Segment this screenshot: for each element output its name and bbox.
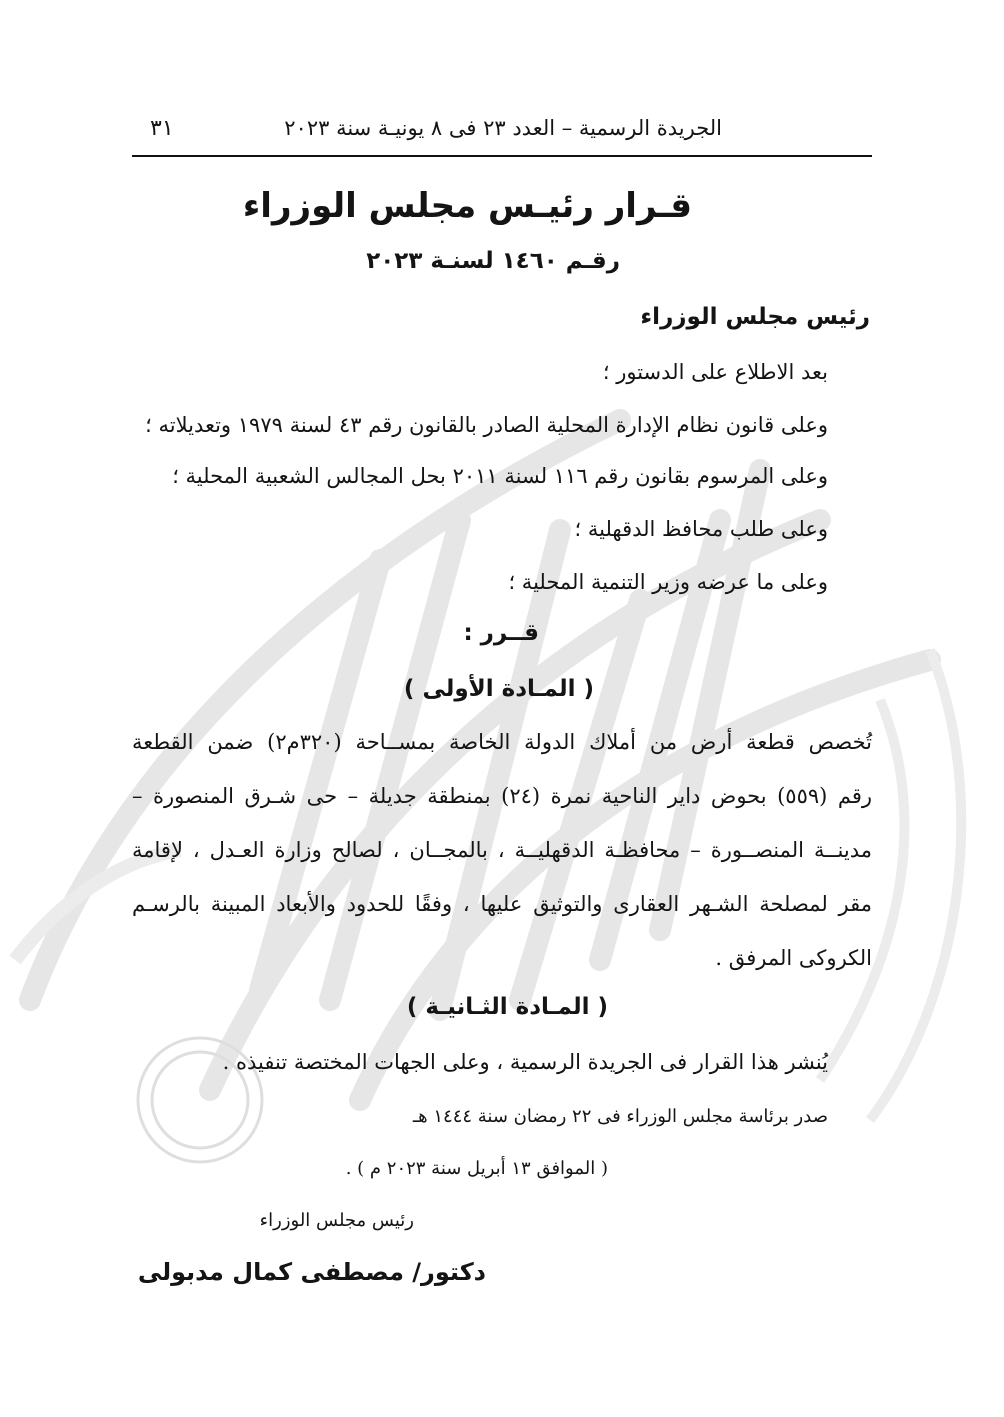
preamble-clause: بعد الاطلاع على الدستور ؛ bbox=[602, 360, 828, 384]
header-divider bbox=[132, 155, 872, 157]
issuing-authority: رئيس مجلس الوزراء bbox=[640, 304, 870, 330]
issue-date-hijri: صدر برئاسة مجلس الوزراء فى ٢٢ رمضان سنة ١٤٤٤ هـ bbox=[412, 1106, 828, 1127]
preamble-clause: وعلى طلب محافظ الدقهلية ؛ bbox=[574, 517, 828, 541]
signatory-title: رئيس مجلس الوزراء bbox=[259, 1210, 414, 1231]
preamble-clause: وعلى المرسوم بقانون رقم ١١٦ لسنة ٢٠١١ بحل المجالس الشعبية المحلية ؛ bbox=[172, 464, 828, 488]
article-1-line: تُخصص قطعة أرض من أملاك الدولة الخاصة بمســاحة (٣٢٠م٢) ضمن القطعة bbox=[132, 730, 872, 754]
article-1-line: مقر لمصلحة الشـهر العقارى والتوثيق عليها ، وفقًا للحدود والأبعاد المبينة بالرسـم bbox=[132, 892, 872, 916]
signatory-name: دكتور/ مصطفى كمال مدبولى bbox=[137, 1258, 486, 1286]
article-1-line: الكروكى المرفق . bbox=[715, 946, 872, 970]
article-2-heading: ( المـادة الثـانيـة ) bbox=[406, 994, 608, 1020]
gazette-issue-title: الجريدة الرسمية – العدد ٢٣ فى ٨ يونيـة سنة ٢٠٢٣ bbox=[284, 116, 722, 140]
preamble-clause: وعلى قانون نظام الإدارة المحلية الصادر بالقانون رقم ٤٣ لسنة ١٩٧٩ وتعديلاته ؛ bbox=[145, 413, 828, 437]
decree-number: رقـم ١٤٦٠ لسنـة ٢٠٢٣ bbox=[366, 248, 620, 274]
page-number: ٣١ bbox=[150, 116, 174, 141]
decree-title: قـرار رئيـس مجلس الوزراء bbox=[242, 186, 692, 226]
page-header bbox=[132, 112, 872, 148]
article-2-body: يُنشر هذا القرار فى الجريدة الرسمية ، وعلى الجهات المختصة تنفيذه . bbox=[222, 1050, 828, 1074]
article-1-line: مدينــة المنصــورة – محافظـة الدقهليــة ، بالمجــان ، لصالح وزارة العـدل ، لإقامة bbox=[132, 838, 872, 862]
issue-date-gregorian: ( الموافق ١٣ أبريل سنة ٢٠٢٣ م ) . bbox=[345, 1158, 608, 1179]
article-1-heading: ( المـادة الأولى ) bbox=[403, 676, 594, 702]
decision-heading: قــرر : bbox=[463, 620, 539, 646]
preamble-clause: وعلى ما عرضه وزير التنمية المحلية ؛ bbox=[508, 570, 828, 594]
article-1-line: رقم (٥٥٩) بحوض داير الناحية نمرة (٢٤) بمنطقة جديلة – حى شـرق المنصورة – bbox=[132, 784, 873, 808]
